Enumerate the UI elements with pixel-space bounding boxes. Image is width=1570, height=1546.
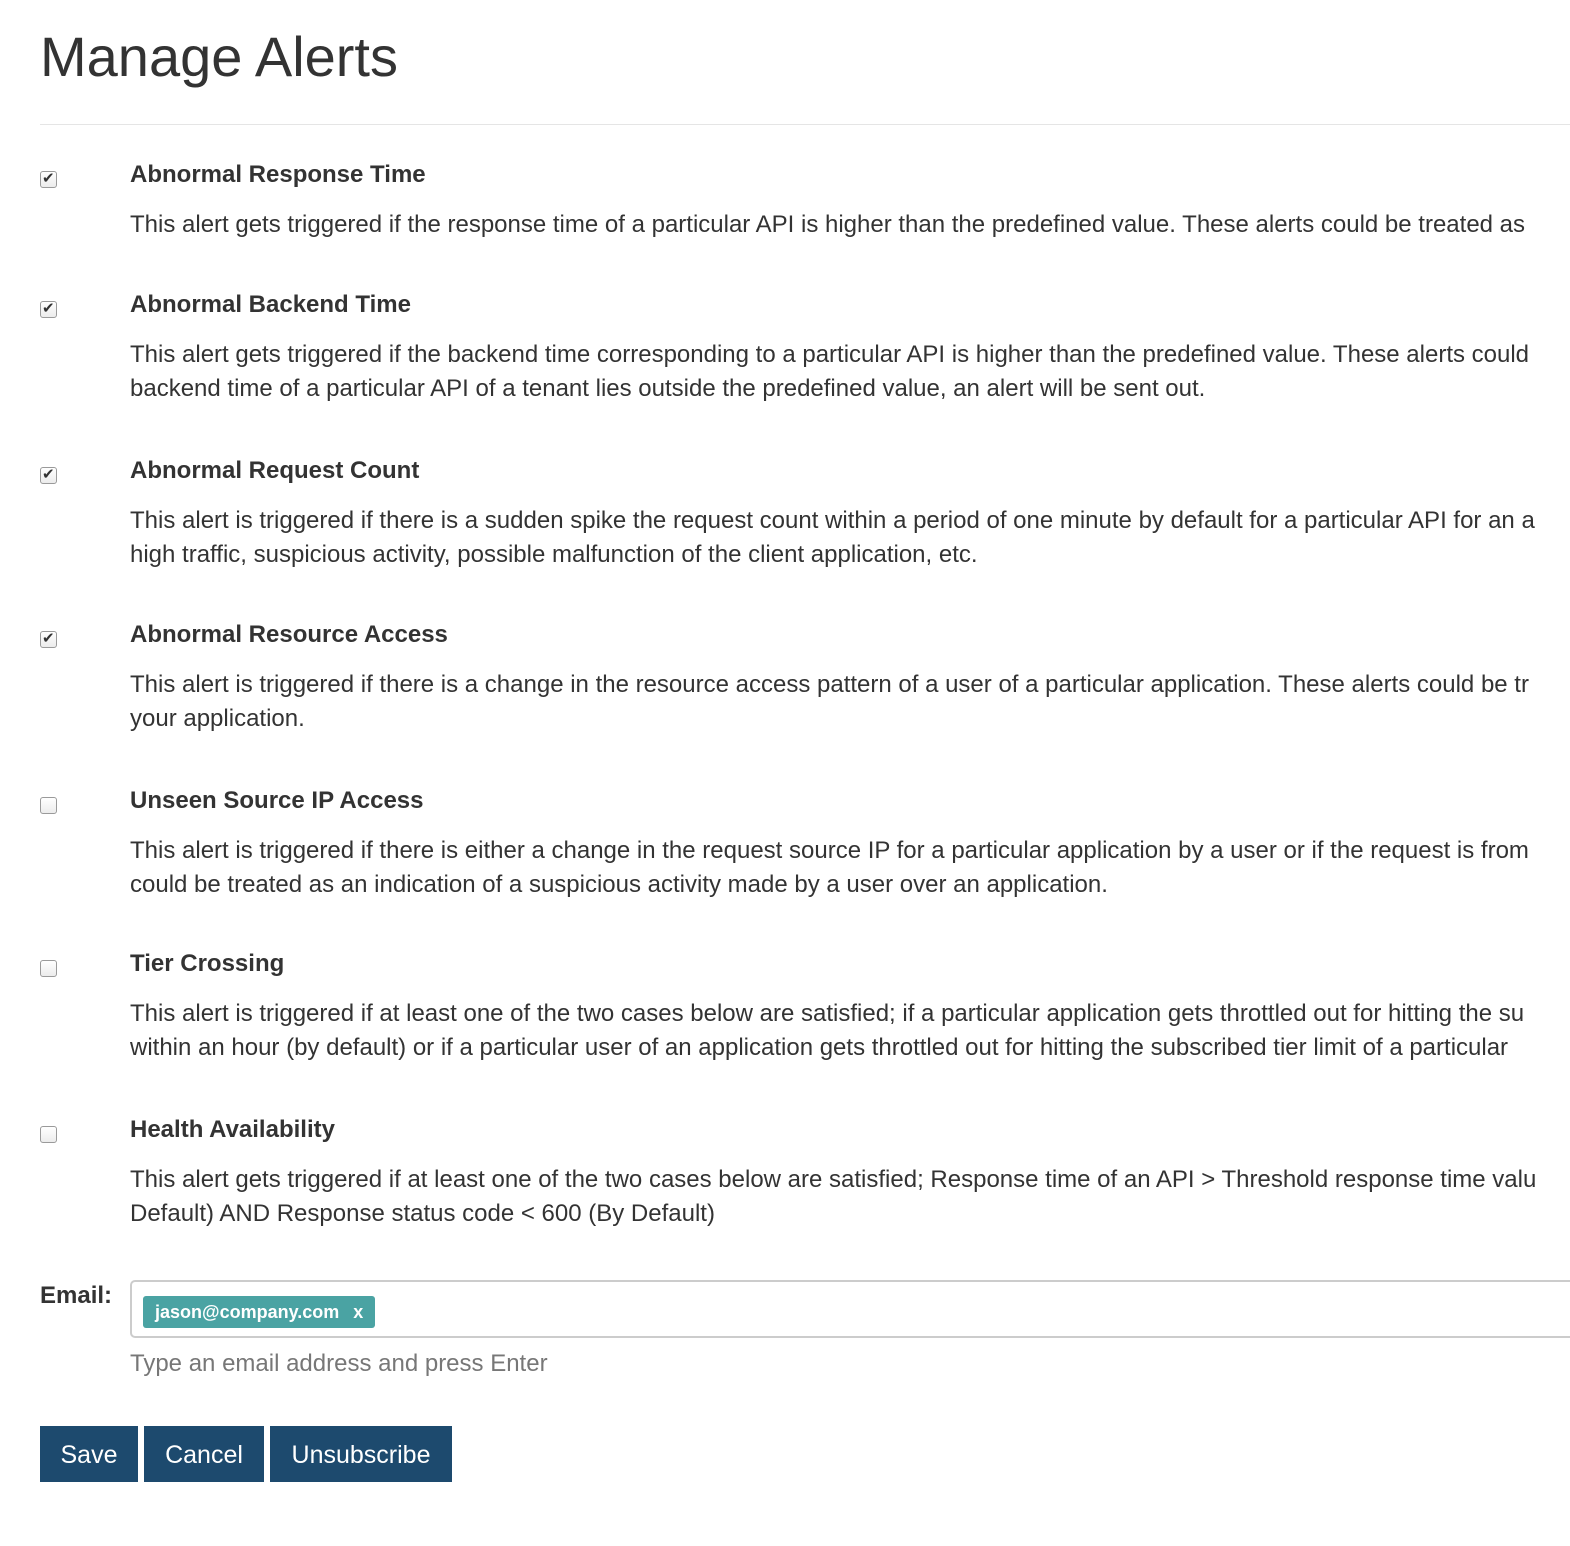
alert-description	[130, 338, 1570, 406]
alert-description-line: This alert is triggered if there is a change in the resource access pattern of a user of a particular application. These alerts could be tr	[130, 671, 1529, 698]
alert-description	[130, 668, 1570, 736]
alert-description-line: your application.	[130, 705, 305, 732]
alert-description-line: This alert gets triggered if the response time of a particular API is higher than the predefined value. These alerts could be treated as	[130, 211, 1526, 238]
checkmark-icon: ✔	[42, 465, 55, 483]
email-label: Email:	[40, 1282, 113, 1309]
alert-checkbox[interactable]	[40, 631, 57, 648]
save-button[interactable]: Save	[40, 1426, 138, 1482]
alert-title: Unseen Source IP Access	[130, 787, 424, 814]
alert-description	[130, 504, 1570, 572]
alert-checkbox[interactable]	[40, 171, 57, 188]
alert-description-line: high traffic, suspicious activity, possible malfunction of the client application, etc.	[130, 541, 978, 568]
alert-description	[130, 997, 1570, 1065]
cancel-button[interactable]: Cancel	[144, 1426, 264, 1482]
page-title: Manage Alerts	[40, 25, 398, 88]
alert-description-line: This alert is triggered if at least one of the two cases below are satisfied; if a particular application gets throttled out for hitting the su	[130, 1000, 1525, 1027]
alert-checkbox[interactable]	[40, 960, 57, 977]
alert-description-line: This alert gets triggered if the backend time corresponding to a particular API is higher than the predefined value. These alerts could	[130, 341, 1530, 368]
alert-title: Abnormal Request Count	[130, 457, 420, 484]
alert-title: Health Availability	[130, 1116, 335, 1143]
alert-checkbox[interactable]	[40, 301, 57, 318]
alert-title: Abnormal Resource Access	[130, 621, 448, 648]
alert-description-line: This alert is triggered if there is either a change in the request source IP for a particular application by a user or if the request is from	[130, 837, 1529, 864]
alert-title: Abnormal Backend Time	[130, 291, 411, 318]
alert-checkbox[interactable]	[40, 1126, 57, 1143]
alert-description	[130, 1163, 1570, 1231]
unsubscribe-button[interactable]: Unsubscribe	[270, 1426, 452, 1482]
alert-description-line: within an hour (by default) or if a particular user of an application gets throttled out for hitting the subscribed tier limit of a particular	[130, 1034, 1509, 1061]
alert-description-line: This alert is triggered if there is a sudden spike the request count within a period of one minute by default for a particular API for an a	[130, 507, 1535, 534]
checkmark-icon: ✔	[42, 169, 55, 187]
checkmark-icon: ✔	[42, 299, 55, 317]
email-tag-value: jason@company.com	[155, 1302, 340, 1322]
email-tag	[143, 1296, 375, 1328]
alert-checkbox[interactable]	[40, 797, 57, 814]
alert-description-line: This alert gets triggered if at least one of the two cases below are satisfied; Response time of an API > Threshold response time valu	[130, 1166, 1537, 1193]
checkmark-icon: ✔	[42, 629, 55, 647]
email-tags-input[interactable]	[130, 1280, 1570, 1338]
alert-description-line: could be treated as an indication of a suspicious activity made by a user over an application.	[130, 871, 1108, 898]
alert-description-line: backend time of a particular API of a tenant lies outside the predefined value, an alert will be sent out.	[130, 375, 1206, 402]
alert-description	[130, 834, 1570, 902]
email-tag-remove-button[interactable]: x	[353, 1302, 364, 1322]
alert-description-line: Default) AND Response status code < 600 (By Default)	[130, 1200, 715, 1227]
title-divider	[40, 124, 1570, 125]
alert-checkbox[interactable]	[40, 467, 57, 484]
alert-title: Tier Crossing	[130, 950, 285, 977]
alert-description	[130, 208, 1570, 242]
alert-title: Abnormal Response Time	[130, 161, 426, 188]
email-help-text: Type an email address and press Enter	[130, 1350, 548, 1377]
